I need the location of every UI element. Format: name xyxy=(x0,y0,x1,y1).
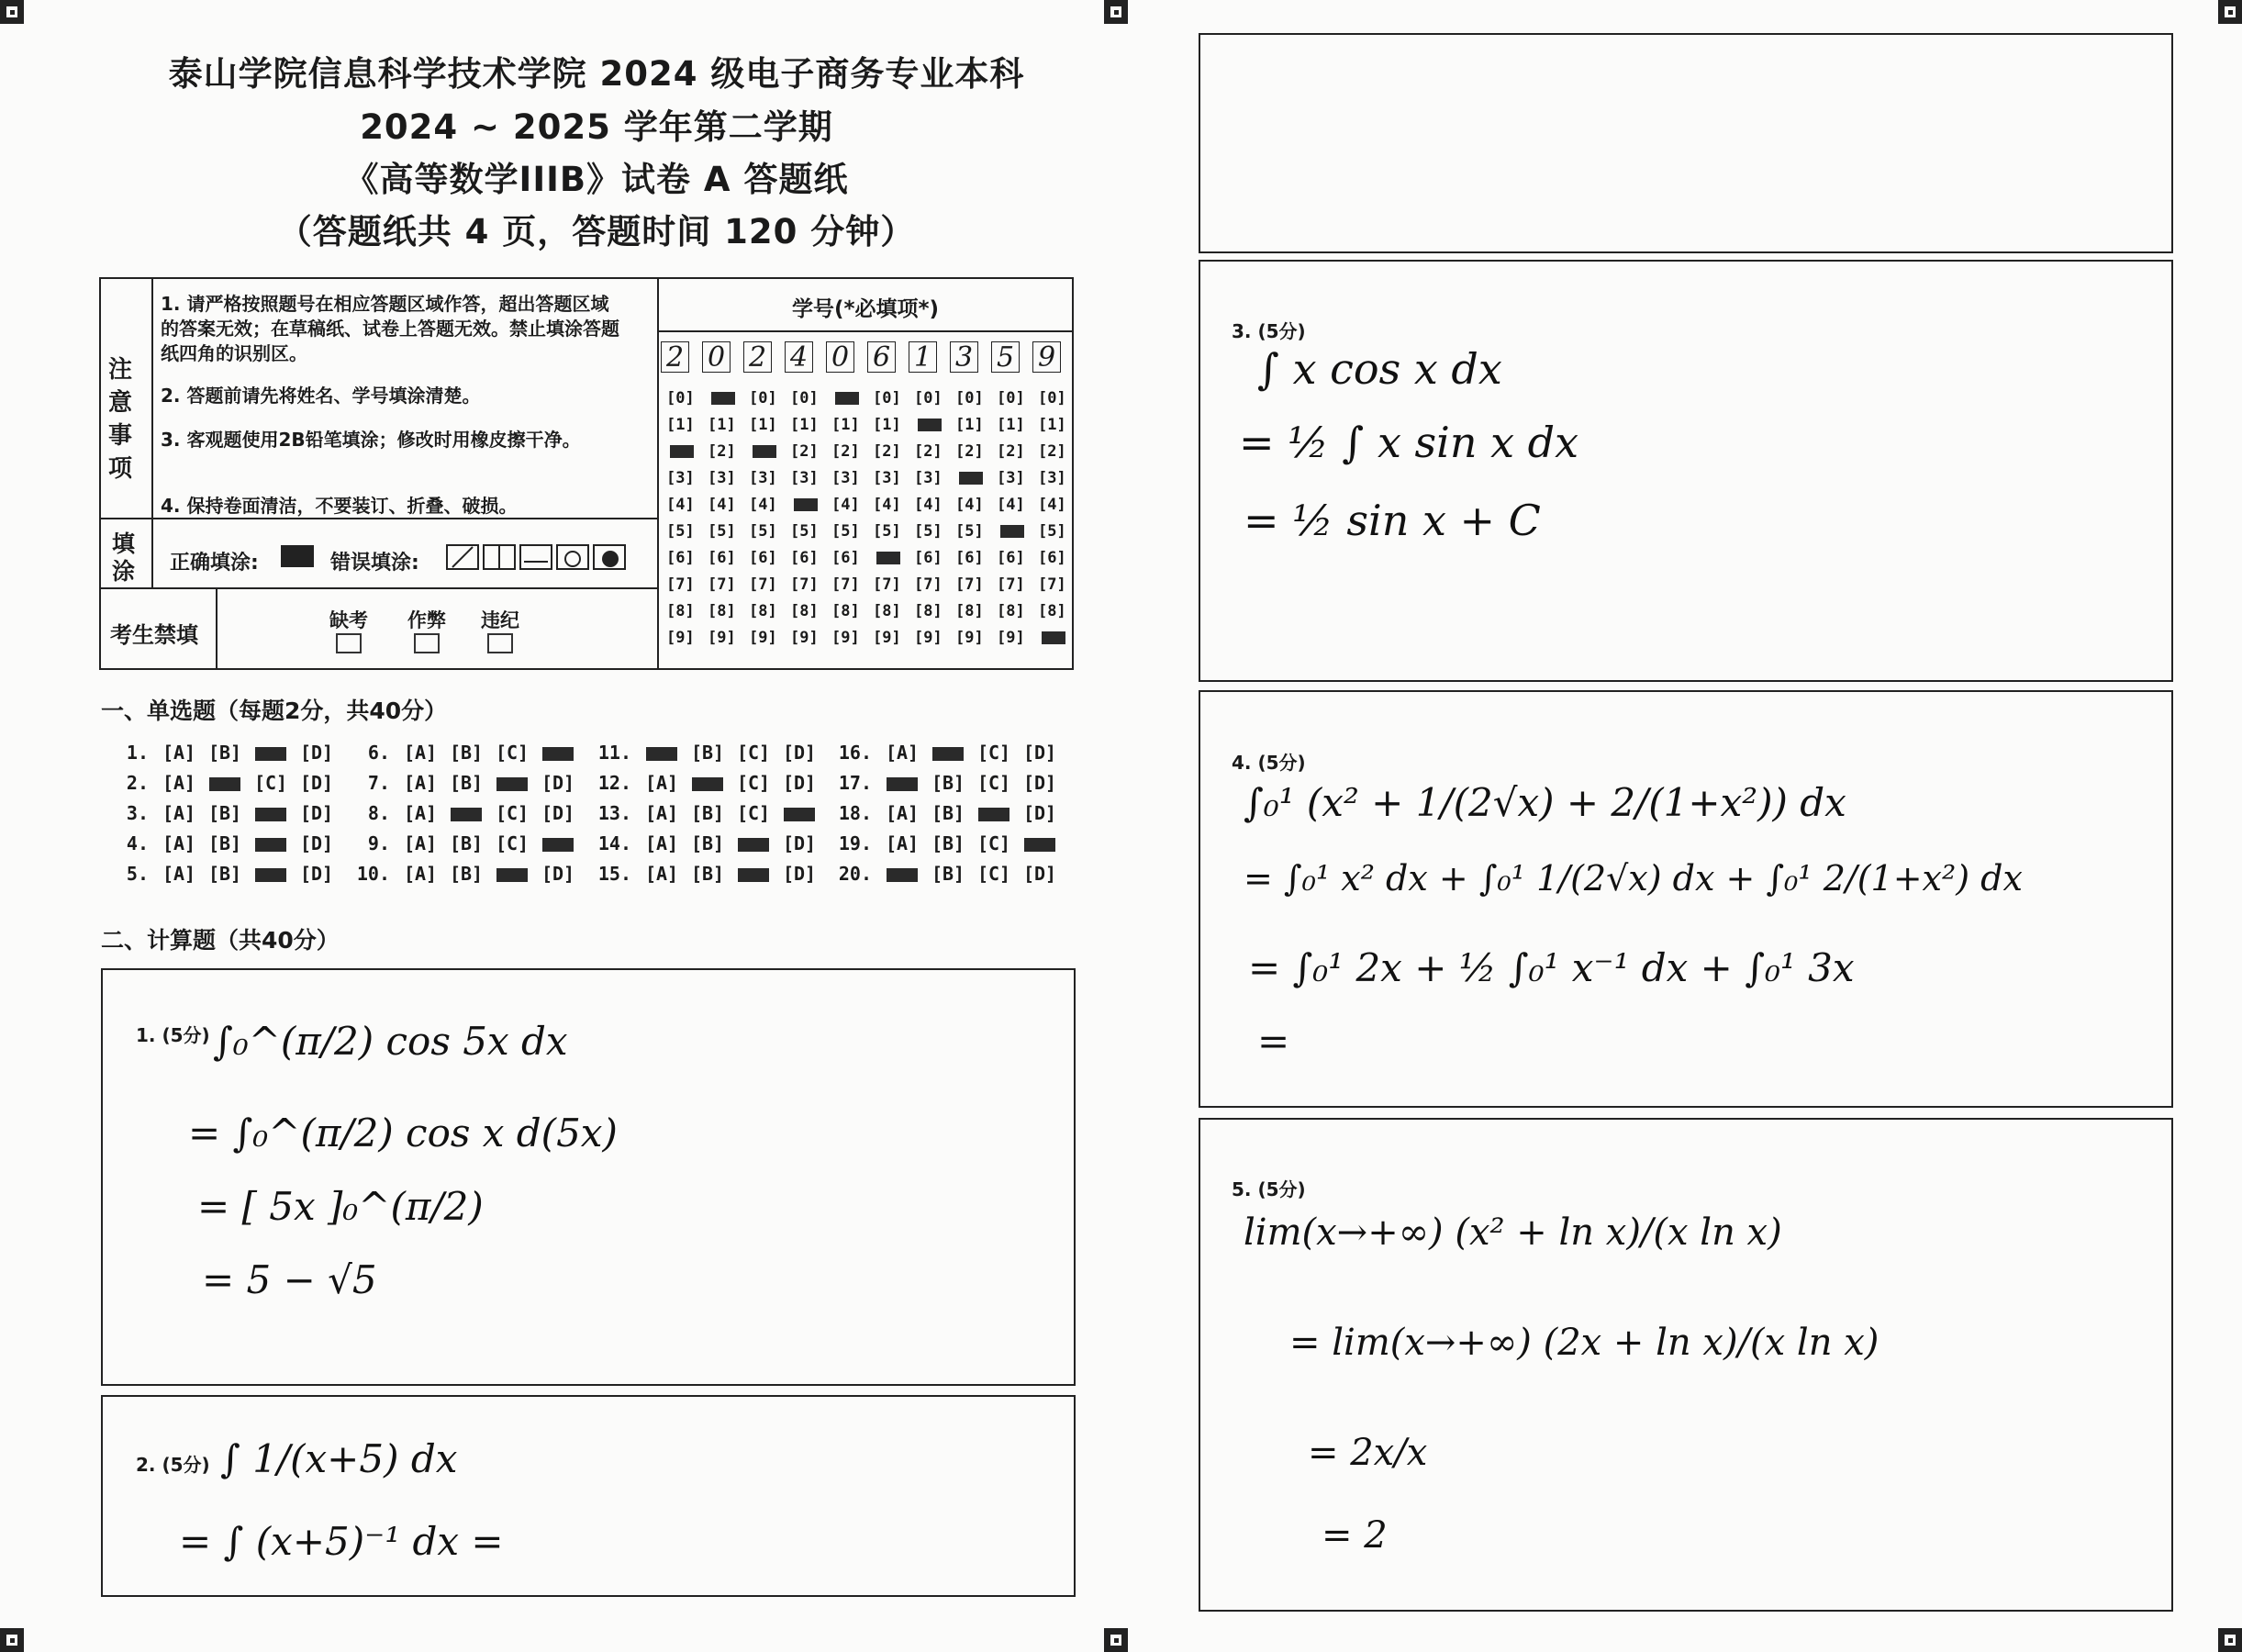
id-bubble[interactable]: [0] xyxy=(914,389,943,407)
q5-line-1: lim(x→+∞) (x² + ln x)/(x ln x) xyxy=(1244,1211,1782,1254)
mc-option[interactable]: [D] xyxy=(1022,772,1057,794)
mc-option[interactable]: [A] xyxy=(885,802,920,824)
id-bubble[interactable]: [5] xyxy=(1038,522,1066,541)
mc-option[interactable]: [C] xyxy=(976,863,1011,885)
mc-option[interactable]: [B] xyxy=(449,832,484,854)
mc-option-filled[interactable] xyxy=(248,832,294,854)
mc-question-number: 15. xyxy=(597,863,631,885)
id-bubble[interactable]: [1] xyxy=(1038,416,1066,434)
id-bubble[interactable]: [4] xyxy=(997,496,1025,514)
notice-item-3: 3. 客观题使用2B铅笔填涂；修改时用橡皮擦干净。 xyxy=(161,429,581,451)
registration-mark-top-middle xyxy=(1104,0,1128,24)
mc-option[interactable]: [B] xyxy=(449,742,484,764)
divider xyxy=(657,277,659,670)
mc-option[interactable]: [D] xyxy=(782,832,817,854)
id-bubble[interactable]: [3] xyxy=(997,469,1025,487)
exam-header-line4: （答题纸共 4 页，答题时间 120 分钟） xyxy=(277,212,916,251)
id-bubble[interactable]: [1] xyxy=(749,416,777,434)
mc-question-number: 18. xyxy=(838,802,872,824)
mc-question-number: 12. xyxy=(597,772,631,794)
id-bubble[interactable]: [6] xyxy=(666,549,695,567)
id-bubble[interactable]: [2] xyxy=(914,442,943,461)
id-bubble[interactable]: [9] xyxy=(997,629,1025,647)
mc-option[interactable]: [D] xyxy=(541,772,575,794)
id-bubble[interactable]: [7] xyxy=(914,575,943,594)
id-bubble[interactable]: [7] xyxy=(955,575,984,594)
mc-question-row[interactable] xyxy=(595,802,822,824)
q4-answer-box[interactable] xyxy=(1199,690,2173,1108)
mc-question-number: 16. xyxy=(838,742,872,764)
mc-option[interactable]: [A] xyxy=(162,802,196,824)
mc-option-filled[interactable] xyxy=(639,742,685,764)
mc-option[interactable]: [D] xyxy=(782,863,817,885)
q2-line-2: = ∫ (x+5)⁻¹ dx = xyxy=(179,1519,504,1564)
id-bubble[interactable]: [1] xyxy=(997,416,1025,434)
id-bubble-filled[interactable] xyxy=(753,445,776,458)
notice-item-1: 1. 请严格按照题号在相应答题区域作答，超出答题区域的答案无效；在草稿纸、试卷上答题无效。禁止填涂答题纸四角的识别区。 xyxy=(161,293,619,364)
q3-line-2: = ½ ∫ x sin x dx xyxy=(1239,418,1579,467)
mc-option[interactable]: [B] xyxy=(690,742,725,764)
id-bubble[interactable]: [5] xyxy=(914,522,943,541)
id-bubble[interactable]: [2] xyxy=(831,442,860,461)
mc-question-row[interactable] xyxy=(595,742,822,764)
divider xyxy=(657,330,1074,332)
mc-question-number: 9. xyxy=(367,832,390,854)
id-bubble[interactable]: [3] xyxy=(666,469,695,487)
student-id-digit-box[interactable]: 3 xyxy=(950,341,978,373)
id-bubble[interactable]: [6] xyxy=(708,549,736,567)
id-bubble[interactable]: [6] xyxy=(831,549,860,567)
mc-question-number: 14. xyxy=(597,832,631,854)
mc-option[interactable]: [C] xyxy=(736,772,771,794)
q4-line-1: ∫₀¹ (x² + 1/(2√x) + 2/(1+x²)) dx xyxy=(1244,780,1846,825)
id-bubble[interactable]: [5] xyxy=(749,522,777,541)
mc-option[interactable]: [B] xyxy=(690,832,725,854)
mc-option[interactable]: [C] xyxy=(976,772,1011,794)
student-id-digit-box[interactable]: 4 xyxy=(785,341,813,373)
mc-option[interactable]: [D] xyxy=(299,863,334,885)
q5-label: 5. (5分) xyxy=(1232,1178,1306,1200)
id-bubble[interactable]: [9] xyxy=(873,629,901,647)
id-bubble[interactable]: [6] xyxy=(955,549,984,567)
mc-question-row[interactable] xyxy=(353,742,581,764)
id-bubble-filled[interactable] xyxy=(835,392,859,405)
id-bubble[interactable]: [7] xyxy=(708,575,736,594)
absent-checkbox-group[interactable] xyxy=(326,606,372,657)
mc-option[interactable]: [D] xyxy=(299,832,334,854)
mc-option-filled[interactable] xyxy=(925,742,971,764)
id-bubble[interactable]: [0] xyxy=(997,389,1025,407)
id-bubble[interactable]: [3] xyxy=(873,469,901,487)
mc-question-row[interactable] xyxy=(353,772,581,794)
id-bubble[interactable]: [3] xyxy=(790,469,819,487)
q5-line-4: = 2 xyxy=(1322,1514,1388,1557)
id-bubble-filled[interactable] xyxy=(918,419,942,431)
id-bubble[interactable]: [9] xyxy=(666,629,695,647)
q3-line-3: = ½ sin x + C xyxy=(1244,496,1541,545)
id-bubble[interactable]: [4] xyxy=(873,496,901,514)
id-bubble[interactable]: [8] xyxy=(708,602,736,620)
registration-mark-bottom-left xyxy=(0,1628,24,1652)
mc-question-row[interactable] xyxy=(353,832,581,854)
mc-option-filled[interactable] xyxy=(879,772,925,794)
q5-line-2: = lim(x→+∞) (2x + ln x)/(x ln x) xyxy=(1289,1322,1879,1364)
id-bubble[interactable]: [5] xyxy=(873,522,901,541)
mc-option[interactable]: [B] xyxy=(690,863,725,885)
id-bubble[interactable]: [3] xyxy=(749,469,777,487)
mc-option[interactable]: [B] xyxy=(931,772,965,794)
id-bubble[interactable]: [7] xyxy=(831,575,860,594)
id-bubble[interactable]: [2] xyxy=(1038,442,1066,461)
id-bubble[interactable]: [4] xyxy=(831,496,860,514)
id-bubble[interactable]: [8] xyxy=(749,602,777,620)
mc-option[interactable]: [C] xyxy=(736,802,771,824)
id-bubble[interactable]: [1] xyxy=(790,416,819,434)
id-bubble[interactable]: [6] xyxy=(790,549,819,567)
mc-option[interactable]: [A] xyxy=(885,742,920,764)
q1-line-3: = [ 5x ]₀^(π/2) xyxy=(197,1184,484,1229)
student-id-digit-box[interactable]: 2 xyxy=(743,341,772,373)
mc-option[interactable]: [A] xyxy=(403,832,438,854)
student-id-title: 学号(*必填项*) xyxy=(791,297,940,321)
id-bubble[interactable]: [3] xyxy=(914,469,943,487)
divider xyxy=(216,587,218,670)
mc-option[interactable]: [A] xyxy=(162,832,196,854)
mc-option[interactable]: [B] xyxy=(207,802,242,824)
mc-question-number: 11. xyxy=(597,742,631,764)
fill-label: 填涂 xyxy=(112,530,136,585)
mc-question-row[interactable] xyxy=(112,863,340,885)
section2-title: 二、计算题（共40分） xyxy=(101,927,340,954)
q4-line-3: = ∫₀¹ 2x + ½ ∫₀¹ x⁻¹ dx + ∫₀¹ 3x xyxy=(1248,945,1855,990)
correct-fill-label: 正确填涂: xyxy=(170,552,259,575)
mc-option[interactable]: [B] xyxy=(207,832,242,854)
mc-option[interactable]: [B] xyxy=(207,863,242,885)
mc-option[interactable]: [D] xyxy=(541,863,575,885)
mc-option[interactable]: [A] xyxy=(885,832,920,854)
mc-option[interactable]: [A] xyxy=(644,802,679,824)
id-bubble[interactable]: [7] xyxy=(1038,575,1066,594)
id-bubble[interactable]: [3] xyxy=(831,469,860,487)
mc-option-filled[interactable] xyxy=(879,863,925,885)
id-bubble[interactable]: [9] xyxy=(955,629,984,647)
id-bubble[interactable]: [7] xyxy=(997,575,1025,594)
mc-option[interactable]: [D] xyxy=(1022,802,1057,824)
student-id-digit-box[interactable]: 0 xyxy=(702,341,731,373)
id-bubble[interactable]: [9] xyxy=(914,629,943,647)
mc-question-row[interactable] xyxy=(353,863,581,885)
id-bubble[interactable]: [4] xyxy=(666,496,695,514)
student-id-digit-box[interactable]: 6 xyxy=(867,341,896,373)
mc-option[interactable]: [A] xyxy=(162,863,196,885)
mc-option[interactable]: [D] xyxy=(299,772,334,794)
id-bubble[interactable]: [0] xyxy=(749,389,777,407)
notice-item-4: 4. 保持卷面清洁，不要装订、折叠、破损。 xyxy=(161,495,518,517)
exam-header-line2: 2024 ~ 2025 学年第二学期 xyxy=(360,107,833,147)
mc-option-filled[interactable] xyxy=(489,772,535,794)
q1-line-2: = ∫₀^(π/2) cos x d(5x) xyxy=(188,1111,618,1155)
id-bubble[interactable]: [9] xyxy=(790,629,819,647)
q5-line-3: = 2x/x xyxy=(1308,1432,1428,1474)
id-bubble-filled[interactable] xyxy=(876,552,900,564)
mc-question-row[interactable] xyxy=(353,802,581,824)
id-bubble-filled[interactable] xyxy=(670,445,694,458)
mc-question-row[interactable] xyxy=(112,802,340,824)
student-id-digit-box[interactable]: 0 xyxy=(826,341,854,373)
mc-question-row[interactable] xyxy=(835,832,1063,854)
divider xyxy=(151,518,153,587)
mc-option-filled[interactable] xyxy=(776,802,822,824)
mc-question-number: 7. xyxy=(367,772,390,794)
id-bubble[interactable]: [1] xyxy=(666,416,695,434)
mc-option-filled[interactable] xyxy=(248,863,294,885)
mc-option[interactable]: [C] xyxy=(976,832,1011,854)
mc-question-row[interactable] xyxy=(595,863,822,885)
mc-question-row[interactable] xyxy=(835,742,1063,764)
q4-label: 4. (5分) xyxy=(1232,752,1306,774)
id-bubble[interactable]: [4] xyxy=(955,496,984,514)
id-bubble[interactable]: [3] xyxy=(708,469,736,487)
mc-option[interactable]: [B] xyxy=(931,832,965,854)
id-bubble[interactable]: [5] xyxy=(955,522,984,541)
id-bubble[interactable]: [5] xyxy=(790,522,819,541)
divider xyxy=(151,277,153,518)
id-bubble[interactable]: [2] xyxy=(955,442,984,461)
id-bubble[interactable]: [4] xyxy=(1038,496,1066,514)
mc-option-filled[interactable] xyxy=(731,863,776,885)
q4-line-4: = xyxy=(1257,1019,1290,1064)
mc-question-number: 1. xyxy=(126,742,149,764)
mc-option[interactable]: [A] xyxy=(162,772,196,794)
id-bubble[interactable]: [7] xyxy=(790,575,819,594)
mc-question-row[interactable] xyxy=(112,742,340,764)
mc-option-filled[interactable] xyxy=(685,772,731,794)
mc-option-filled[interactable] xyxy=(535,832,581,854)
mc-option[interactable]: [C] xyxy=(976,742,1011,764)
q3-line-1: ∫ x cos x dx xyxy=(1257,344,1502,394)
mc-option-filled[interactable] xyxy=(248,742,294,764)
id-bubble[interactable]: [6] xyxy=(749,549,777,567)
cheat-checkbox-group[interactable] xyxy=(404,606,450,657)
mc-option[interactable]: [D] xyxy=(1022,863,1057,885)
id-bubble[interactable]: [1] xyxy=(708,416,736,434)
mc-option-filled[interactable] xyxy=(1017,832,1063,854)
mc-question-number: 20. xyxy=(838,863,872,885)
mc-option[interactable]: [C] xyxy=(736,742,771,764)
mc-option-filled[interactable] xyxy=(202,772,248,794)
id-bubble[interactable]: [2] xyxy=(873,442,901,461)
id-bubble[interactable]: [9] xyxy=(749,629,777,647)
mc-option[interactable]: [A] xyxy=(162,742,196,764)
section1-title: 一、单选题（每题2分，共40分） xyxy=(101,698,448,724)
id-bubble[interactable]: [4] xyxy=(749,496,777,514)
notice-side-label: 注意事项 xyxy=(108,356,133,483)
mc-option[interactable]: [A] xyxy=(644,772,679,794)
mc-option[interactable]: [D] xyxy=(299,742,334,764)
mc-option-filled[interactable] xyxy=(248,802,294,824)
registration-mark-top-right xyxy=(2218,0,2242,24)
q2-label: 2. (5分) xyxy=(136,1454,210,1476)
id-bubble[interactable]: [5] xyxy=(666,522,695,541)
q3-label: 3. (5分) xyxy=(1232,320,1306,342)
violation-checkbox[interactable] xyxy=(487,633,513,653)
id-bubble[interactable]: [6] xyxy=(1038,549,1066,567)
id-bubble[interactable]: [7] xyxy=(873,575,901,594)
mc-option[interactable]: [D] xyxy=(782,742,817,764)
id-bubble[interactable]: [0] xyxy=(873,389,901,407)
id-bubble[interactable]: [2] xyxy=(997,442,1025,461)
id-bubble-filled[interactable] xyxy=(711,392,735,405)
id-bubble[interactable]: [7] xyxy=(666,575,695,594)
mc-option[interactable]: [D] xyxy=(782,772,817,794)
exam-header-line3: 《高等数学IIIB》试卷 A 答题纸 xyxy=(344,160,849,199)
q2-answer-box[interactable] xyxy=(101,1395,1076,1597)
mc-question-number: 13. xyxy=(597,802,631,824)
mc-option-filled[interactable] xyxy=(443,802,489,824)
mc-option-filled[interactable] xyxy=(971,802,1017,824)
id-bubble[interactable]: [8] xyxy=(1038,602,1066,620)
violation-label: 违纪 xyxy=(481,609,519,631)
id-bubble[interactable]: [2] xyxy=(708,442,736,461)
violation-checkbox-group[interactable] xyxy=(477,606,523,657)
id-bubble[interactable]: [0] xyxy=(666,389,695,407)
mc-option[interactable]: [D] xyxy=(541,802,575,824)
mc-option[interactable]: [A] xyxy=(403,802,438,824)
mc-question-row[interactable] xyxy=(835,802,1063,824)
q2-line-1: ∫ 1/(x+5) dx xyxy=(220,1436,458,1481)
q1-line-1: ∫₀^(π/2) cos 5x dx xyxy=(213,1019,568,1064)
mc-option[interactable]: [C] xyxy=(495,742,530,764)
mc-option-filled[interactable] xyxy=(535,742,581,764)
id-bubble[interactable]: [4] xyxy=(708,496,736,514)
mc-option[interactable]: [B] xyxy=(690,802,725,824)
id-bubble[interactable]: [3] xyxy=(1038,469,1066,487)
id-bubble[interactable]: [6] xyxy=(997,549,1025,567)
continuation-answer-box[interactable] xyxy=(1199,33,2173,253)
exam-header-line1: 泰山学院信息科学技术学院 2024 级电子商务专业本科 xyxy=(168,54,1025,94)
forbidden-label: 考生禁填 xyxy=(110,622,198,648)
mc-question-number: 6. xyxy=(367,742,390,764)
id-bubble[interactable]: [2] xyxy=(790,442,819,461)
id-bubble[interactable]: [4] xyxy=(914,496,943,514)
mc-question-number: 2. xyxy=(126,772,149,794)
registration-mark-bottom-right xyxy=(2218,1628,2242,1652)
mc-option[interactable]: [A] xyxy=(403,742,438,764)
mc-option[interactable]: [C] xyxy=(253,772,288,794)
id-bubble-filled[interactable] xyxy=(959,472,983,485)
mc-option[interactable]: [B] xyxy=(931,863,965,885)
mc-question-number: 5. xyxy=(126,863,149,885)
mc-option[interactable]: [C] xyxy=(495,802,530,824)
id-bubble-filled[interactable] xyxy=(1000,525,1024,538)
cheat-checkbox[interactable] xyxy=(414,633,440,653)
divider xyxy=(99,587,659,589)
mc-option[interactable]: [B] xyxy=(449,772,484,794)
mc-option[interactable]: [A] xyxy=(403,863,438,885)
id-bubble[interactable]: [0] xyxy=(1038,389,1066,407)
id-bubble[interactable]: [9] xyxy=(831,629,860,647)
student-id-digit-box[interactable]: 1 xyxy=(909,341,937,373)
mc-question-row[interactable] xyxy=(835,772,1063,794)
id-bubble[interactable]: [8] xyxy=(666,602,695,620)
id-bubble-filled[interactable] xyxy=(794,498,818,511)
mc-option[interactable]: [A] xyxy=(403,772,438,794)
mc-question-number: 19. xyxy=(838,832,872,854)
id-bubble[interactable]: [0] xyxy=(790,389,819,407)
id-bubble[interactable]: [8] xyxy=(790,602,819,620)
registration-mark-bottom-middle xyxy=(1104,1628,1128,1652)
absent-label: 缺考 xyxy=(329,609,368,631)
q4-line-2: = ∫₀¹ x² dx + ∫₀¹ 1/(2√x) dx + ∫₀¹ 2/(1+x²) dx xyxy=(1244,858,2023,899)
cheat-label: 作弊 xyxy=(407,609,446,631)
id-bubble[interactable]: [8] xyxy=(873,602,901,620)
notice-item-2: 2. 答题前请先将姓名、学号填涂清楚。 xyxy=(161,385,481,407)
mc-question-number: 17. xyxy=(838,772,872,794)
id-bubble[interactable]: [1] xyxy=(955,416,984,434)
id-bubble[interactable]: [1] xyxy=(831,416,860,434)
mc-question-row[interactable] xyxy=(835,863,1063,885)
mc-question-row[interactable] xyxy=(112,832,340,854)
absent-checkbox[interactable] xyxy=(336,633,362,653)
mc-question-number: 8. xyxy=(367,802,390,824)
id-bubble[interactable]: [8] xyxy=(997,602,1025,620)
id-bubble[interactable]: [8] xyxy=(955,602,984,620)
id-bubble[interactable]: [7] xyxy=(749,575,777,594)
mc-option[interactable]: [A] xyxy=(644,832,679,854)
mc-option[interactable]: [B] xyxy=(931,802,965,824)
wrong-fill-samples xyxy=(445,541,629,576)
id-bubble-filled[interactable] xyxy=(1042,631,1065,644)
student-id-digit-box[interactable]: 9 xyxy=(1032,341,1061,373)
id-bubble[interactable]: [5] xyxy=(831,522,860,541)
id-bubble[interactable]: [6] xyxy=(914,549,943,567)
mc-option-filled[interactable] xyxy=(731,832,776,854)
q1-label: 1. (5分) xyxy=(136,1024,210,1046)
mc-question-number: 4. xyxy=(126,832,149,854)
correct-fill-sample xyxy=(281,545,314,567)
mc-question-row[interactable] xyxy=(595,772,822,794)
mc-option[interactable]: [D] xyxy=(1022,742,1057,764)
id-bubble[interactable]: [5] xyxy=(708,522,736,541)
mc-question-number: 3. xyxy=(126,802,149,824)
q3-answer-box[interactable] xyxy=(1199,260,2173,682)
id-bubble[interactable]: [8] xyxy=(831,602,860,620)
mc-question-row[interactable] xyxy=(595,832,822,854)
id-bubble[interactable]: [0] xyxy=(955,389,984,407)
id-bubble[interactable]: [1] xyxy=(873,416,901,434)
mc-option[interactable]: [C] xyxy=(495,832,530,854)
mc-option[interactable]: [B] xyxy=(449,863,484,885)
mc-question-row[interactable] xyxy=(112,772,340,794)
mc-question-number: 10. xyxy=(356,863,390,885)
mc-option[interactable]: [A] xyxy=(644,863,679,885)
student-id-digit-box[interactable]: 2 xyxy=(661,341,689,373)
q1-line-4: = 5 − √5 xyxy=(202,1257,377,1302)
id-bubble[interactable]: [9] xyxy=(708,629,736,647)
mc-option[interactable]: [D] xyxy=(299,802,334,824)
mc-option[interactable]: [B] xyxy=(207,742,242,764)
mc-option-filled[interactable] xyxy=(489,863,535,885)
id-bubble[interactable]: [8] xyxy=(914,602,943,620)
student-id-digit-box[interactable]: 5 xyxy=(991,341,1020,373)
registration-mark-top-left xyxy=(0,0,24,24)
wrong-fill-label: 错误填涂: xyxy=(330,552,419,575)
